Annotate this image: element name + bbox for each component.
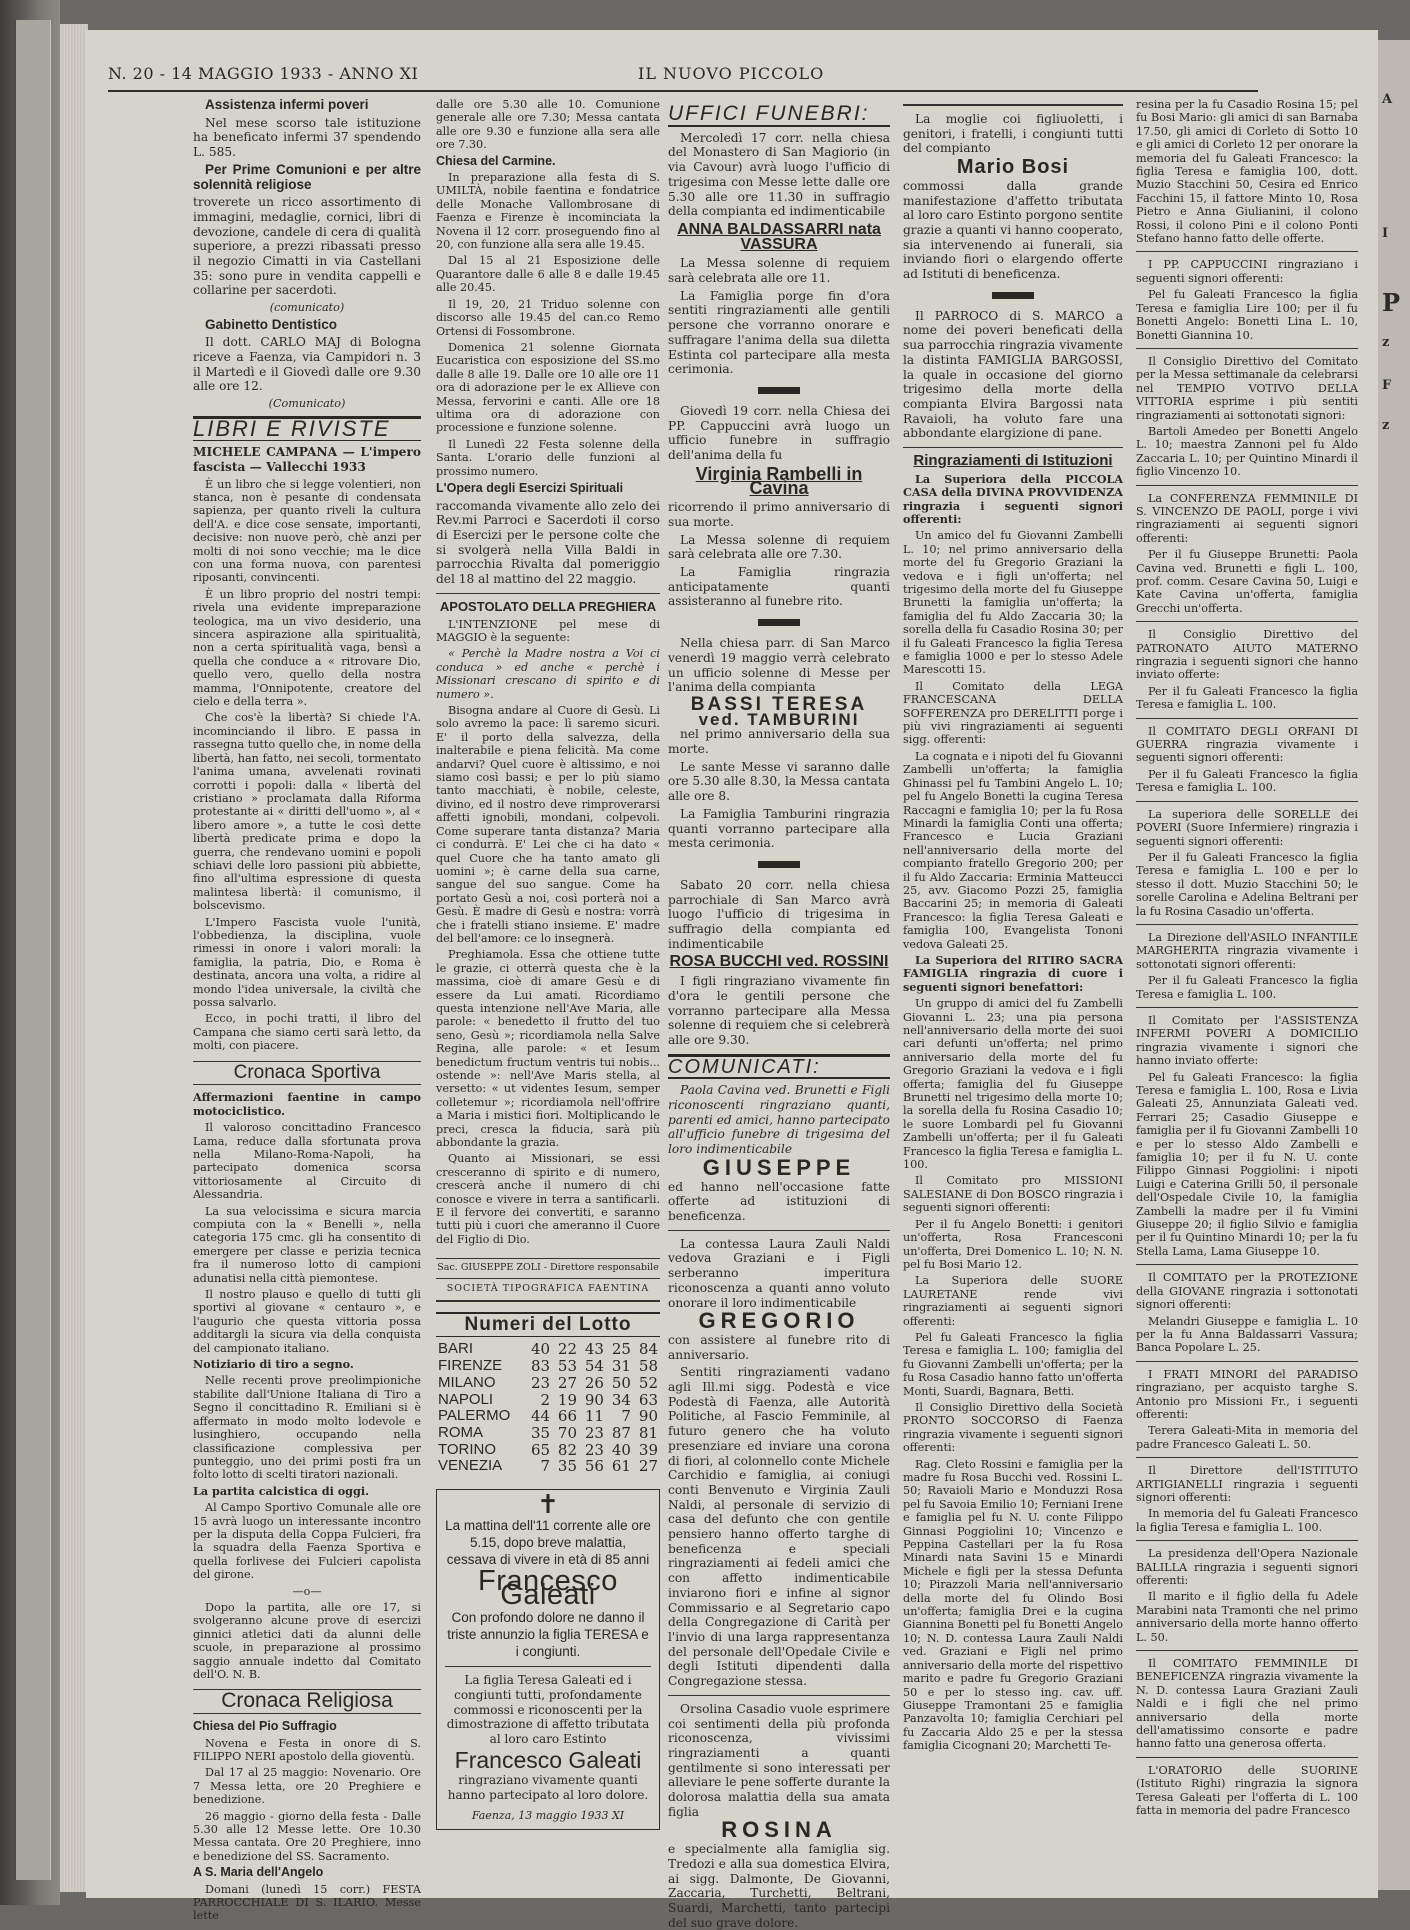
lotto-number: 40	[611, 1440, 631, 1459]
divider-bar	[758, 387, 800, 394]
paragraph: Le sante Messe vi saranno dalle ore 5.30 alle 8.30, la Messa cantata alle ore 8.	[668, 759, 890, 804]
divider	[1136, 1757, 1358, 1758]
paragraph: Un gruppo di amici del fu Zambelli Giovanni L. 23; una pia persona nell'anniversario della morte dei suoi cari defunti un'offerta; nel primo anniversario della morte del fu Gregorio Graziani la vedova e i figli offerta; famiglia del fu Giuseppe Brunetti nel trigesimo della morte 10; la sorella della fu Rosina Casadio 10; le suore Lombardi pel fu Giovanni Zambelli un'offerta; per il fu Galeati Francesco la figlia Teresa e famiglia L. 100.	[903, 997, 1123, 1172]
lotto-number: 23	[584, 1423, 604, 1442]
lotto-city: ROMA	[438, 1423, 483, 1441]
paragraph: La Superiora della PICCOLA CASA della DIVINA PROVVIDENZA ringrazia i seguenti signori offerenti:	[903, 471, 1123, 526]
issue-line: N. 20 - 14 MAGGIO 1933 - ANNO XI	[108, 64, 419, 83]
section-heading: Gabinetto Dentistico	[205, 316, 338, 332]
divider	[1136, 1540, 1358, 1541]
paragraph: I FRATI MINORI del PARADISO ringraziano, per acquisto targhe S. Antonio pro Missioni Fr., i seguenti offerenti:	[1136, 1367, 1358, 1421]
paragraph: Per il fu Giuseppe Brunetti: Paola Cavina ved. Brunetti e figli L. 100, prof. comm. Cesare Cavina 50, Luigi e Kate Cavina un'offerta, famiglia Grecchi un'offerta.	[1136, 548, 1358, 615]
apostolato-heading: APOSTOLATO DELLA PREGHIERA	[439, 598, 657, 614]
divider-bar	[758, 861, 800, 868]
paragraph: nel primo anniversario della sua morte.	[668, 727, 890, 757]
deceased-name: GREGORIO	[698, 1308, 860, 1334]
next-page-letter: A	[1382, 92, 1393, 107]
lotto-number: 7	[540, 1457, 551, 1476]
lotto-number: 23	[530, 1373, 551, 1392]
divider	[903, 447, 1123, 448]
notice-text: Con profondo dolore ne danno il triste annunzio la figlia TERESA e i congiunti.	[447, 1610, 649, 1660]
paragraph: L'ORATORIO delle SUORINE (Istituto Righi) ringrazia la signora Teresa Galeati per l'offerta di L. 100 fatta in memoria del padre Francesco	[1136, 1763, 1358, 1818]
lotto-city: BARI	[438, 1340, 474, 1358]
lotto-city: MILANO	[438, 1373, 496, 1391]
column-2	[436, 98, 660, 1873]
book-binding	[0, 0, 60, 1905]
deceased-name: GIUSEPPE	[702, 1154, 856, 1180]
next-page-letter: F	[1382, 378, 1392, 393]
divider	[903, 104, 1123, 106]
paragraph: Domenica 21 solenne Giornata Eucaristica con esposizione del SS.mo dalle 8 alle 19. Dalle ore 10 alle ore 11 ora di adorazione per le ex Allieve con Messa, fervorini e canti. Alle ore 18 ultima ora di adorazione con processione e funzione solenne.	[436, 340, 660, 435]
paragraph: Dopo la partita, alle ore 17, si svolgeranno alcune prove di esercizi ginnici atletici dati da alunni delle scuole, in preparazione al prossimo saggio annuale indetto dal Comitato dell'O. N. B.	[193, 1600, 421, 1681]
lotto-number: 56	[584, 1457, 604, 1476]
binding-spine	[14, 20, 51, 1880]
lotto-number: 31	[611, 1357, 631, 1376]
subheading: L'Opera degli Esercizi Spirituali	[436, 480, 624, 495]
paragraph: Per il fu Galeati Francesco la figlia Teresa e famiglia L. 100.	[1136, 767, 1358, 795]
paragraph: Quanto ai Missionari, se essi cresceranno di spirito e di numero, crescerà anche il numero di chi conosce e vivere in terra a santificarli. E il fervore dei convertiti, e saranno tutti più i cuori che ameranno il Cuore del Figlio di Dio.	[436, 1152, 660, 1246]
paragraph: Il COMITATO per la PROTEZIONE della GIOVANE ringrazia i sottonotati signori offerenti:	[1136, 1271, 1358, 1312]
lotto-number: 34	[611, 1390, 631, 1409]
paragraph: Bisogna andare al Cuore di Gesù. Li solo avremo la pace: lì saremo sicuri. E' il porto della salvezza, della inalterabile e piena felicità. Ma come andarvi? Quel cuore è altissimo, e noi siamo così bassi; e per lo più siamo tanto macchiati, è nobile, celeste, divino, ed il nostro deve rimproverarsi affetti ignobili, mondani, colpevoli. Come superare tanta distanza? Maria ci condurrà. E' Lei che ci ha dato « quel Cuore che ha tanto amato gli uomini »; è carne della sua carne, sangue del suo sangue. Come ha portato Gesù a noi, così porterà noi a Gesù. È madre di Gesù e nostra: vorrà che i fratelli stiano insieme. E' madre del bell'amore: ce lo insegnerà.	[436, 704, 660, 945]
lotto-number: 2	[540, 1390, 551, 1409]
notice-text: ringraziano vivamente quanti hanno partecipato al loro dolore.	[447, 1773, 649, 1803]
uffici-funebri-heading: UFFICI FUNEBRI:	[668, 104, 890, 127]
paragraph: Il Comitato della LEGA FRANCESCANA DELLA SOFFERENZA pro DERELITTI porge i più vivi ringraziamenti ai seguenti sigg. offerenti:	[903, 679, 1123, 747]
divider	[1136, 621, 1358, 622]
paragraph: Il COMITATO DEGLI ORFANI DI GUERRA ringrazia vivamente i seguenti signori offerenti:	[1136, 724, 1358, 765]
paragraph: È un libro proprio del nostri tempi: rivela una evidente impreparazione teologica, ma un vivo desiderio, una sincera aspirazione alla spiritualità, non a certa spiritualità vaga, bensì a quella che conduce a « ritrovare Dio, quello vero, quello della nostra mamma, l'Onnipotente, creatore del cielo e della terra ».	[193, 587, 421, 709]
subheading: Chiesa del Carmine.	[436, 153, 556, 168]
divider	[668, 1230, 890, 1231]
paragraph: Rag. Cleto Rossini e famiglia per la madre fu Rosa Bucchi ved. Rossini L. 50; Ravaioli Mario e Monduzzi Rosa pel fu Savoia Emilio 10; Ferniani Irene e famiglia pel fu N. U. conte Filippo Ginnasi Poggiolini 10; Vincenzo e Peppina Castellari per la fu Rosa Minardi nata Savini 15 e Minardi Michele e figli per la stessa Defunta 10; Pirazzoli Maria nell'anniversario della morte del fu Olindo Bosi un'offerta; famiglia Drei e la cugina Giannina Bonetti pel fu Bonetti Angelo 10; N. D. contessa Laura Zauli Naldi ved. Graziani e Figli nel primo anniversario della morte del rispettivo marito e padre fu Gregorio Graziani 50 e per lo stesso ing. cav. uff. Giuseppe Tramontani 25 e famiglia Panzavolta 10; famiglia Cerchiari pel fu Zaccaria Aldo 25 e per la stessa famiglia Cicognani 20; Marchetti Te-	[903, 1457, 1123, 1753]
paragraph: Terera Galeati-Mita in memoria del padre Francesco Galeati L. 50.	[1136, 1424, 1358, 1451]
section-heading: Assistenza infermi poveri	[205, 97, 369, 112]
paragraph: La Superiora delle SUORE LAURETANE rende vivi ringraziamenti ai seguenti signori offerenti:	[903, 1274, 1123, 1328]
paragraph: e specialmente alla famiglia sig. Tredozi e alla sua domestica Elvira, ai sigg. Dalmonte, De Giovanni, Zaccaria, Turchetti, Beltrani, Suardi, Marchetti, tanto partecipi del suo grave dolore.	[668, 1842, 890, 1930]
lotto-number: 54	[584, 1357, 604, 1376]
next-page-edge	[1378, 40, 1410, 1890]
paragraph: Pel fu Galeati Francesco: la figlia Teresa e famiglia L. 100, Rosa e Livia Galeati 25, Annunziata Galeati ved. Ferrari 25; Casadio Giuseppe e famiglia per il fu Giovanni Zambelli 10 e per lo stesso Aldo Zambelli e famiglia 10; per il fu N. U. conte Filippo Ginnasi Poggiolini: i nipoti Luigi e Caterina Grilli 50, il personale dell'Ospedale Civile 10, la famiglia Zambelli la madre per il fu Vimini Giuseppe 20; il figlio Silvio e famiglia per il fu Quintino Minardi 10; per la fu Stella Lama, Lama Giuseppe 10.	[1136, 1070, 1358, 1258]
section-heading: Per Prime Comunioni e per altre solennità religiose	[193, 161, 421, 192]
lotto-city: VENEZIA	[438, 1457, 503, 1475]
libri-riviste-heading: LIBRI E RIVISTE	[193, 416, 421, 441]
paragraph: La Famiglia porge fin d'ora sentiti ringraziamenti alle gentili persone che vorranno onorare e suffragare l'anima della sua diletta Estinta col partecipare alla mesta cerimonia.	[668, 288, 890, 377]
paragraph: Il Consiglio Direttivo della Società PRONTO SOCCORSO di Faenza ringrazia vivamente i seguenti signori offerenti:	[903, 1400, 1123, 1455]
lotto-number: 19	[557, 1390, 578, 1409]
paragraph: con assistere al funebre rito di anniversario.	[668, 1332, 890, 1362]
deceased-name: BASSI TERESA	[690, 693, 868, 715]
notice-text: La figlia Teresa Galeati ed i congiunti tutti, profondamente commossi e riconoscenti per la dimostrazione di affetto tributata al loro caro Estinto	[446, 1673, 650, 1746]
lotto-row	[436, 1442, 660, 1459]
paragraph: raccomanda vivamente allo zelo dei Rev.mi Parroci e Sacerdoti il corso di Esercizi per le persone colte che si svolgerà nella Villa Baldi in parrocchia Rivalta dal pomeriggio del 18 al mattino del 22 maggio.	[436, 498, 660, 587]
divider-bar	[992, 292, 1034, 299]
paragraph: Il COMITATO FEMMINILE DI BENEFICENZA ringrazia vivamente la N. D. contessa Laura Graziani Zauli Naldi e i figli che nel primo anniversario della morte dell'amatissimo consorte e padre hanno fatto una generosa offerta.	[1136, 1657, 1358, 1751]
paragraph: La Famiglia Tamburini ringrazia quanti vorranno partecipare alla mesta cerimonia.	[668, 806, 890, 851]
paragraph: Che cos'è la libertà? Si chiede l'A. incominciando il libro. E passa in rassegna tutto quello che, in nome della libertà, han fatto, nei secoli, tormentato l'anima umana, avvelenati rovinati corrotti i popoli: dalla « libertà del cristiano » proclamata dalla Riforma protestante ai « diritti dell'uomo », al « libero amore », a tutte le così dette libertà predicate prima e dopo la guerra, che rendevano uomini e popoli schiavi delle loro passioni più abbiette, fino all'ultima espressione di questa malintesa libertà: il comunismo, il bolscevismo.	[193, 711, 422, 913]
cronaca-sportiva-heading: Cronaca Sportiva	[193, 1061, 421, 1086]
paragraph: Il Direttore dell'ISTITUTO ARTIGIANELLI ringrazia i seguenti signori offerenti:	[1136, 1464, 1358, 1504]
column-3	[668, 98, 890, 1930]
paragraph: In preparazione alla festa di S. UMILTÀ, nobile faentina e fondatrice delle Monache Vallombrosane di Faenza e Firenze è incominciata la Novena il 12 corr. proseguendo fino al 20, con funzione alla sera alle 19.45.	[436, 171, 660, 252]
lotto-row	[436, 1458, 660, 1475]
next-page-letter: I	[1382, 226, 1389, 241]
paragraph: Nelle recenti prove preolimpioniche stabilite dall'Unione Italiana di Tiro a Segno il concittadino R. Emiliani si è affermato in modo molto lodevole e lusinghiero, occupando nella classificazione complessiva per punteggio, uno dei primi posti fra un folto lotto di scelti tiratori nazionali.	[193, 1374, 421, 1482]
paragraph: Paola Cavina ved. Brunetti e Figli riconoscenti ringraziano quanti, parenti ed amici, hanno partecipato all'ufficio funebre di trigesima del loro indimenticabile	[668, 1083, 890, 1157]
paragraph: Sabato 20 corr. nella chiesa parrochiale di San Marco avrà luogo l'ufficio di trigesima in suffragio della compianta ed indimenticabile	[668, 877, 890, 951]
editor-credit: Sac. GIUSEPPE ZOLI - Direttore responsabile	[436, 1258, 660, 1279]
lotto-number: 44	[530, 1407, 551, 1426]
paragraph: La contessa Laura Zauli Naldi vedova Graziani e i Figli serberanno imperitura riconoscenza a quanti anno voluto onorare il loro indimenticabile	[668, 1236, 890, 1310]
paragraph: Il dott. CARLO MAJ di Bologna riceve a Faenza, via Campidori n. 3 il Martedì e il Giovedì dalle ore 9.30 alle ore 12.	[193, 335, 421, 394]
next-page-letter: z	[1382, 418, 1390, 433]
lotto-number: 52	[638, 1373, 658, 1392]
dateline: Faenza, 13 maggio 1933 XI	[471, 1808, 625, 1822]
divider	[1136, 1361, 1358, 1362]
death-notice	[436, 1489, 660, 1830]
paragraph: Il valoroso concittadino Francesco Lama, reduce dalla sfortunata prova nella Milano-Roma-Napoli, ha partecipato domenica scorsa vittoriosamente al Circuito di Alessandria.	[193, 1121, 421, 1202]
paragraph: È un libro che si legge volentieri, non stanca, non è pesante di condensata sapienza, per quanto riveli la cultura dell'A. e dice cose sensate, importanti, decisive: non nuove però, chè anzi per molti di noi sono vecchie; ma le dice con una forma nuova, con parentesi riposanti, convincenti.	[193, 477, 421, 585]
page-header	[108, 60, 1258, 92]
paragraph: resina per la fu Casadio Rosina 15; pel fu Bosi Mario: gli amici di san Barnaba 17.50, gli amici di Corleto di Sotto 10 e gli amici di Corleto 12 per onorare la memoria del fu Galeati Francesco: la figlia Teresa e famiglia 100, dott. Muzio Stacchini 50, Cesira ed Enrico Facchini 15, il fattore Minto 10, Rosa Pietro e Anna Giulianini, il colono Rossi, il colono Pini e il colono Ponti Stefano hanno fatto delle offerte.	[1136, 98, 1358, 246]
lotto-number: 25	[611, 1340, 631, 1359]
paragraph: La sua velocissima e sicura marcia compiuta con la « Benelli », nella categoria 175 cmc. gli ha consentito di emergere per classe e perizia tecnica fra il numeroso lotto di campioni adunatisi nella città piemontese.	[193, 1204, 421, 1285]
paragraph: Giovedì 19 corr. nella Chiesa dei PP. Cappuccini avrà luogo un ufficio funebre in suffragio dell'anima della fu	[668, 403, 890, 463]
lotto-number: 53	[557, 1357, 578, 1376]
paragraph: Per il fu Galeati Francesco la figlia Teresa e famiglia L. 100 e per lo stesso il dott. Muzio Stacchini 50; le sorelle Carolina e Adelina Beltrani per la fu Rosina Casadio un'offerta.	[1136, 850, 1358, 918]
paragraph: Pel fu Galeati Francesco la figlia Teresa e famiglia L. 100; famiglia del fu Giovanni Zambelli un'offerta; per la fu Rosa Casadio hanno fatto un'offerta Monti, Suardi, Bagnara, Betti.	[903, 1330, 1123, 1398]
lotto-number: 84	[638, 1340, 658, 1359]
paragraph: ed hanno nell'occasione fatte offerte ad istituzioni di beneficenza.	[668, 1179, 890, 1223]
paragraph: « Perchè la Madre nostra a Voi ci conduca » ed anche « perchè i Missionari crescano di spirito e di numero ».	[436, 647, 660, 701]
lotto-row	[436, 1341, 660, 1358]
comunicato-note: (comunicato)	[269, 301, 345, 315]
paragraph: dalle ore 5.30 alle 10. Comunione generale alle ore 7.30; Messa cantata alle ore 9.30 e funzione alla sera alle ore 7.30.	[436, 98, 660, 152]
divider	[1136, 801, 1358, 802]
divider	[1136, 251, 1358, 252]
paragraph: Il Comitato pro MISSIONI SALESIANE di Don BOSCO ringrazia i seguenti signori offerenti:	[903, 1174, 1123, 1215]
deceased-name: Francesco Galeati	[478, 1564, 618, 1612]
paragraph: Orsolina Casadio vuole esprimere coi sentimenti della più profonda riconoscenza, vivissimi ringraziamenti a quanti gentilmente si sono interessati per alleviare le pene sofferte durante la dolorosa malattia della sua amata figlia	[668, 1701, 890, 1819]
subheading: Notiziario di tiro a segno.	[193, 1357, 354, 1372]
lotto-number: 61	[611, 1457, 631, 1476]
paragraph: Il Consiglio Direttivo del Comitato per la Messa settimanale da celebrarsi nel TEMPIO VOTIVO DELLA VITTORIA esprime i più sentiti ringraziamenti ai sottonotati signori:	[1136, 354, 1358, 422]
deceased-name: ROSINA	[721, 1817, 837, 1843]
paragraph: La cognata e i nipoti del fu Giovanni Zambelli un'offerta; la famiglia Ghinassi pel fu Tambini Angelo L. 10; pel fu Angelo Bonetti la cugina Teresa Raccagni e famiglia 10; per la fu Rosa Minardi la famiglia Conti una offerta; Francesco e Lucia Graziani nell'anniversario della morte del compianto fratello Gregorio 200; per il fu Aldo Zaccaria: Erminia Matteucci 25, avv. Giacomo Pozzi 25, famiglia Baccarini 25; in memoria di Galeati Francesco: la figlia Teresa Galeati e famiglia 100, Evangelista Tononi vedova Galeati 25.	[903, 749, 1123, 951]
paragraph: Il nostro plauso e quello di tutti gli sportivi al giovane « centauro », e l'augurio che questa vittoria possa additargli la sicura via della conquista del campionato italiano.	[193, 1288, 421, 1355]
separator: —o—	[292, 1584, 322, 1598]
lotto-number: 50	[611, 1373, 631, 1392]
paragraph: L'Impero Fascista vuole l'unità, l'obbedienza, la disciplina, vuole rimessi in onore i valori morali: la famiglia, la patria, Dio, e Roma è destinata, ancora una volta, a ridire al mondo l'idea universale, la civiltà che possa salvarlo.	[193, 915, 421, 1010]
lotto-number: 82	[557, 1440, 578, 1459]
paragraph: Il Lunedì 22 Festa solenne della Santa. L'orario delle funzioni al prossimo numero.	[436, 437, 660, 478]
paragraph: La presidenza dell'Opera Nazionale BALILLA ringrazia i seguenti signori offerenti:	[1136, 1547, 1358, 1587]
lotto-row	[436, 1358, 660, 1375]
paragraph: Domani (lunedì 15 corr.) FESTA PARROCCHIALE DI S. ILARIO. Messe lette	[193, 1882, 421, 1923]
paragraph: La Famiglia ringrazia anticipatamente quanti assisteranno al funebre rito.	[668, 564, 890, 609]
paragraph: Nel mese scorso tale istituzione ha beneficato infermi 37 spendendo L. 585.	[193, 115, 421, 160]
paragraph: L'INTENZIONE pel mese di MAGGIO è la seguente:	[436, 617, 660, 644]
paragraph: 26 maggio - giorno della festa - Dalle 5.30 alle 12 Messe lette. Ore 10.30 Messa cantata. Ore 20 Preghiere, inno e benedizione del SS. Sacramento.	[193, 1809, 421, 1863]
divider	[1136, 1650, 1358, 1651]
next-page-letter: z	[1382, 335, 1390, 350]
divider	[445, 1666, 651, 1667]
paragraph: I PP. CAPPUCCINI ringraziano i seguenti signori offerenti:	[1136, 258, 1358, 285]
deceased-name-sub: ved. TAMBURINI	[698, 709, 860, 729]
lotto-number: 40	[530, 1340, 551, 1359]
paragraph: Dal 17 al 25 maggio: Novenario. Ore 7 Messa letta, ore 20 Preghiere e benedizione.	[193, 1766, 421, 1807]
lotto-city: NAPOLI	[438, 1390, 494, 1408]
paragraph: Preghiamola. Essa che ottiene tutte le grazie, ci otterrà questa che è la massima, cioè di amare Gesù e di essere da Lui amati. Ricordiamo questa intenzione nell'Ave Maria, alle parole: « benedetto il frutto del tuo seno, Gesù »; ricordiamola nella Salve Regina, alle parole: « et Iesum benedictum fructum ventris tui nobis... ostende »: nell'Ave Maris stella, al versetto: « ut videntes Iesum, semper colletemur »; ricordiamola nell'offrire a Maria i mistici fiori. Moltiplicando le preci, cresca la fiducia, sarà più abbondante la grazia.	[436, 948, 660, 1150]
paragraph: Il Comitato per l'ASSISTENZA INFERMI POVERI A DOMICILIO ringrazia vivamente i signori che hanno inviato offerte:	[1136, 1013, 1358, 1068]
paragraph: La Direzione dell'ASILO INFANTILE MARGHERITA ringrazia vivamente i sottonotati signori offerenti:	[1136, 930, 1358, 971]
lotto-row	[436, 1392, 660, 1409]
divider	[668, 1695, 890, 1696]
paragraph: Il PARROCO di S. MARCO a nome dei poveri beneficati della sua parrocchia ringrazia vivamente la distinta FAMIGLIA BARGOSSI, la quale in occasione del giorno trigesimo della morte della compianta Elvira Bargossi nata Ravaioli, ha voluto fare una abbondante elargizione di pane.	[903, 308, 1123, 441]
lotto-number: 26	[584, 1373, 604, 1392]
paragraph: Un amico del fu Giovanni Zambelli L. 10; nel primo anniversario della morte del fu Gregorio Graziani la vedova e i figli un'offerta; nel trigesimo della morte del fu Giuseppe Brunetti la famiglia un'offerta; la famiglia del fu Aldo Zaccaria 30; la sorella della fu Casadio Rosina 30; per il fu Galeati Francesco la figlia Teresa e famiglia 1000 e per lo stesso Adele Marescotti 15.	[903, 529, 1123, 677]
paragraph: I figli ringraziano vivamente fin d'ora le gentili persone che vorranno partecipare alla Messa solenne di requiem che si celebrerà alle ore 9.30.	[668, 974, 890, 1047]
lotto-table	[436, 1341, 660, 1475]
cross-icon: ✝	[537, 1490, 559, 1521]
paragraph: Per il fu Galeati Francesco la figlia Teresa e famiglia L. 100.	[1136, 684, 1358, 712]
paragraph: Per il fu Galeati Francesco la figlia Teresa e famiglia L. 100.	[1136, 974, 1358, 1001]
deceased-name: Francesco Galeati	[454, 1746, 642, 1773]
divider	[1136, 485, 1358, 486]
lotto-number: 39	[638, 1440, 658, 1459]
lotto-number: 27	[557, 1373, 578, 1392]
lotto-row	[436, 1375, 660, 1392]
divider	[1136, 924, 1358, 925]
lotto-row	[436, 1425, 660, 1442]
printer-credit: SOCIETÀ TIPOGRAFICA FAENTINA	[436, 1279, 660, 1302]
lotto-city: TORINO	[438, 1440, 497, 1458]
lotto-heading: Numeri del Lotto	[436, 1312, 660, 1338]
paragraph: Il Consiglio Direttivo del PATRONATO AIUTO MATERNO ringrazia i seguenti signori che hanno inviato offerte:	[1136, 628, 1358, 682]
paragraph: La moglie coi figliuoletti, i genitori, i fratelli, i congiunti tutti del compianto	[903, 112, 1123, 156]
paragraph: Al Campo Sportivo Comunale alle ore 15 avrà luogo un interessante incontro per la disputa della Coppa Fulcieri, fra la squadra della Faenza Sportiva e quella forlivese dei Fulcieri capolista del girone.	[193, 1501, 421, 1582]
page-edges	[60, 24, 88, 1892]
paragraph: ricorrendo il primo anniversario di sua morte.	[668, 500, 890, 529]
subheading: Affermazioni faentine in campo motociclistico.	[193, 1090, 421, 1118]
column-1	[193, 97, 422, 1923]
lotto-number: 63	[638, 1390, 658, 1409]
paragraph: Dal 15 al 21 Esposizione delle Quarantore dalle 6 alle 8 e dalle 19.45 alle 20.45.	[436, 254, 660, 295]
lotto-number: 43	[584, 1340, 604, 1359]
paragraph: Sentiti ringraziamenti vadano agli Ill.mi sigg. Podestà e vice Podestà di Faenza, alle Autorità Politiche, al Fascio Femminile, al futuro genero che ha voluto presenziare ed inviare una corona di fiori, al colonnello conte Michele Carchidio e famiglia, ai coniugi conti Benvenuto e Virginia Zauli Naldi, al personale di servizio di casa del defunto che con gentile pensiero hanno offerto targhe di beneficenza e speciali ringraziamenti ai fedeli amici che con affetto indimenticabile inviarono fiori e infine al signor Commissario e al Segretario capo della Congregazione di Carità per l'invio di una larga rappresentanza del personale dell'Opedale Civile e degli Istituti dipendenti dalla Congregazione stessa.	[668, 1365, 890, 1689]
deceased-name: ANNA BALDASSARRI nata VASSURA	[677, 220, 881, 253]
newspaper-title: IL NUOVO PICCOLO	[638, 64, 825, 83]
lotto-number: 35	[530, 1423, 551, 1442]
divider	[1136, 1007, 1358, 1008]
deceased-name: Mario Bosi	[956, 156, 1070, 179]
lotto-number: 22	[557, 1340, 578, 1359]
paragraph: La superiora delle SORELLE dei POVERI (Suore Infermiere) ringrazia i seguenti signori offerenti:	[1136, 807, 1358, 848]
lotto-city: PALERMO	[438, 1407, 511, 1425]
lotto-number: 58	[638, 1357, 658, 1376]
paragraph: Pel fu Galeati Francesco la figlia Teresa e famiglia Lire 100; per il fu Bonetti Angelo: Bonetti Lina L. 10, Bonetti Giannina 10.	[1136, 288, 1358, 342]
paragraph: La Messa solenne di requiem sarà celebrata alle ore 11.	[668, 256, 890, 286]
subheading: A S. Maria dell'Angelo	[193, 1865, 324, 1880]
paragraph: In memoria del fu Galeati Francesco la figlia Teresa e famiglia L. 100.	[1136, 1507, 1358, 1534]
column-5	[1136, 98, 1358, 1873]
lotto-city: FIRENZE	[438, 1357, 503, 1375]
lotto-number: 87	[611, 1423, 631, 1442]
lotto-number: 11	[584, 1407, 604, 1426]
ringraziamenti-heading: Ringraziamenti di Istituzioni	[913, 452, 1113, 470]
paragraph: La Messa solenne di requiem sarà celebrata alle ore 7.30.	[668, 532, 890, 562]
lotto-number: 66	[557, 1407, 578, 1426]
divider	[1136, 718, 1358, 719]
deceased-name: ROSA BUCCHI ved. ROSSINI	[669, 953, 889, 971]
lotto-number: 83	[530, 1357, 551, 1376]
lotto-number: 90	[584, 1390, 604, 1409]
divider	[1136, 1457, 1358, 1458]
divider	[1136, 348, 1358, 349]
column-4	[903, 98, 1123, 1873]
lotto-number: 7	[621, 1407, 631, 1426]
subheading: Chiesa del Pio Suffragio	[193, 1719, 337, 1734]
lotto-number: 23	[584, 1440, 604, 1459]
lotto-number: 27	[638, 1457, 658, 1476]
comunicato-note: (Comunicato)	[268, 397, 346, 411]
divider	[1136, 1264, 1358, 1265]
deceased-name: Virginia Rambelli in Cavina	[695, 463, 863, 499]
paragraph: Melandri Giuseppe e famiglia L. 10 per la fu Anna Baldassarri Vassura; Banca Popolare L. 25.	[1136, 1314, 1358, 1355]
lotto-number: 35	[557, 1457, 578, 1476]
paragraph: La Superiora del RITIRO SACRA FAMIGLIA ringrazia di cuore i seguenti signori benefattori:	[903, 952, 1123, 994]
lotto-number: 70	[557, 1423, 578, 1442]
lotto-number: 81	[638, 1423, 658, 1442]
lotto-row	[436, 1408, 660, 1425]
subheading: La partita calcistica di oggi.	[193, 1483, 369, 1498]
lotto-number: 90	[638, 1407, 658, 1426]
comunicati-heading: COMUNICATI:	[668, 1054, 890, 1080]
divider-bar	[758, 619, 800, 626]
paragraph: Novena e Festa in onore di S. FILIPPO NERI apostolo della gioventù.	[193, 1736, 421, 1763]
divider	[436, 593, 660, 594]
next-page-letter: P	[1382, 288, 1401, 317]
paragraph: Mercoledì 17 corr. nella chiesa del Monastero di San Magiorio (in via Cavour) avrà luogo l'ufficio di trigesima con Messe lette dalle ore 5.30 alle ore 11.30 in suffragio della compianta ed indimenticabile	[668, 130, 890, 219]
paragraph: Nella chiesa parr. di San Marco venerdì 19 maggio verrà celebrato un ufficio solenne di Messe per l'anima della compianta	[668, 636, 890, 695]
book-review-title: MICHELE CAMPANA — L'impero fascista — Vallecchi 1933	[193, 445, 421, 474]
paragraph: commossi dalla grande manifestazione d'affetto tributata al loro caro Estinto porgono sentite grazie a quanti vi hanno cooperato, sia intervenendo ai funerali, sia inviando fiori o elargendo offerte ad Istituti di beneficenza.	[903, 178, 1123, 282]
paragraph: Bartoli Amedeo per Bonetti Angelo L. 10; maestra Zannoni pel fu Aldo Zaccaria L. 10; per Quintino Minardi il figlio Vincenzo 10.	[1136, 424, 1358, 479]
paragraph: Il 19, 20, 21 Triduo solenne con discorso alle 19.45 del can.co Remo Ortensi di Fossombrone.	[436, 297, 660, 338]
paragraph: La CONFERENZA FEMMINILE DI S. VINCENZO DE PAOLI, porge i vivi ringraziamenti ai seguenti signori offerenti:	[1136, 491, 1358, 545]
paragraph: Ecco, in pochi tratti, il libro del Campana che siamo certi sarà letto, da molti, con piacere.	[193, 1012, 421, 1053]
paragraph: Per il fu Angelo Bonetti: i genitori un'offerta, Rosa Francesconi un'offerta, Drei Domenico L. 10; N. N. pel fu Bosi Mario 12.	[903, 1217, 1123, 1271]
cronaca-religiosa-heading: Cronaca Religiosa	[193, 1689, 421, 1714]
paragraph: Il marito e il figlio della fu Adele Marabini nata Tramonti che nel primo anniversario della morte hanno offerto L. 50.	[1136, 1590, 1358, 1644]
lotto-number: 65	[530, 1440, 551, 1459]
notice-text: La mattina dell'11 corrente alle ore 5.15, dopo breve malattia, cessava di vivere in età di 85 anni	[445, 1517, 651, 1567]
paragraph: troverete un ricco assortimento di immagini, medaglie, cornici, libri di devozione, candele di cera di qualità superiore, a prezzi ribassati presso il negozio Cimatti in via Castellani 35: sono pure in vendita cappelli e collarine per sacerdoti.	[193, 195, 421, 298]
